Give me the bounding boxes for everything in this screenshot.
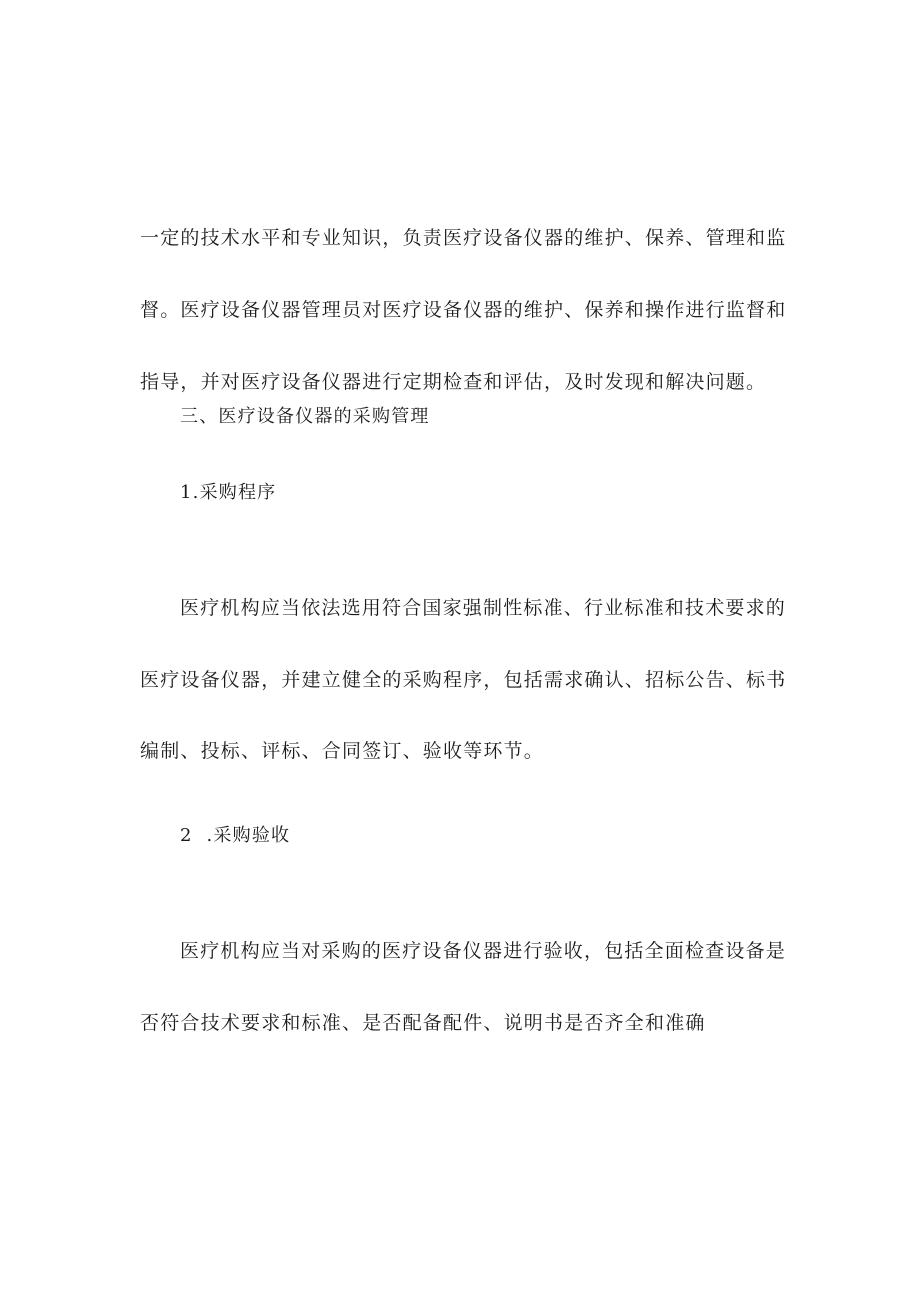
- paragraph-1-line-2: 督。医疗设备仪器管理员对医疗设备仪器的维护、保养和操作进行监督和: [140, 299, 787, 321]
- subsection-2-line-1: 医疗机构应当对采购的医疗设备仪器进行验收，包括全面检查设备是: [180, 940, 787, 962]
- paragraph-1-line-3: 指导，并对医疗设备仪器进行定期检查和评估，及时发现和解决问题。: [140, 371, 767, 393]
- subsection-1-line-2: 医疗设备仪器，并建立健全的采购程序，包括需求确认、招标公告、标书: [140, 669, 787, 691]
- paragraph-1-line-1: 一定的技术水平和专业知识，负责医疗设备仪器的维护、保养、管理和监: [140, 227, 787, 249]
- section-heading: 三、医疗设备仪器的采购管理: [180, 406, 430, 427]
- subsection-1-line-3: 编制、投标、评标、合同签订、验收等环节。: [140, 740, 545, 762]
- subsection-2-line-2: 否符合技术要求和标准、是否配备配件、说明书是否齐全和准确: [140, 1012, 706, 1034]
- subsection-2-heading: 2 .采购验收: [180, 825, 291, 846]
- subsection-1-line-1: 医疗机构应当依法选用符合国家强制性标准、行业标准和技术要求的: [180, 597, 787, 619]
- subsection-1-heading: 1.采购程序: [180, 482, 277, 503]
